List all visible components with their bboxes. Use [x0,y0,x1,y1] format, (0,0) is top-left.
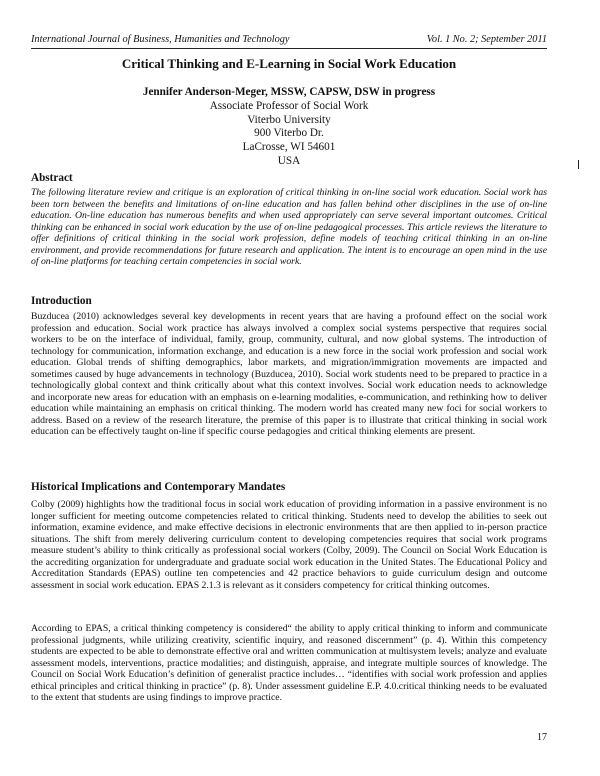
historical-paragraph-2: According to EPAS, a critical thinking competency is considered“ the ability to apply critical thinking to inform and communicate professional judgments, while utilizing creativity, scientific inquiry, and reasoned discernment” (p. 4). Within this competency students are expected to be able to demonstrate effective oral and written communication at multisystem levels; analyze and evaluate assessment models, interventions, practice modalities; and distinguish, appraise, and integrate multiple sources of knowledge. The Council on Social Work Education’s definition of generalist practice includes… “identifies with social work profession and applies ethical principles and critical thinking in practice” (p. 8). Under assessment guideline E.P. 4.0.critical thinking needs to be evaluated to the extent that students are using findings to improve practice. [31,623,547,704]
issue-info: Vol. 1 No. 2; September 2011 [426,34,547,45]
article-title: Critical Thinking and E-Learning in Social Work Education [121,56,457,71]
introduction-heading: Introduction [31,295,92,307]
page-number: 17 [537,732,547,743]
author-street: 900 Viterbo Dr. [254,127,324,140]
abstract-text: The following literature review and critique is an exploration of critical thinking in on-line social work education. Social work has been torn between the benefits and limitations of on-line education and has fallen behind other disciplines in the use of on-line education. On-line education has numerous benefits and when used appropriately can serve several important outcomes. Critical thinking can be enhanced in social work education by the use of on-line pedagogical processes. This article reviews the literature to offer definitions of critical thinking in the social work profession, define models of teaching critical thinking in an on-line environment, and provide recommendations for future research and application. The intent is to encourage an open mind in the use of on-line platforms for teaching certain competencies in social work. [31,187,547,268]
historical-heading: Historical Implications and Contemporary Mandates [31,481,286,493]
author-country: USA [277,154,301,167]
header-rule [31,48,547,49]
introduction-text: Buzducea (2010) acknowledges several key developments in recent years that are having a profound effect on the social work profession and education. Social work practice has always involved a complex social systems perspective that requires social workers to be on the interface of individual, family, group, community, cultural, and now global systems. The introduction of technology for communication, information exchange, and education is a new force in the social work profession and social work education. Global trends of shifting demographics, labor markets, and migration/immigration movements are impacted and sometimes caused by huge advancements in technology (Buzducea, 2010). Social work students need to be prepared to practice in a technologically global context and think critically about what this context involves. Social work education needs to acknowledge and incorporate new areas for education with an emphasis on e-learning modalities, e-communication, and rethinking how to deliver education while maintaining an emphasis on critical thinking. The modern world has created many new foci for social workers to address. Based on a review of the research literature, the premise of this paper is to illustrate that critical thinking in social work education can be effectively taught on-line if specific course pedagogies and critical thinking elements are present. [31,311,547,438]
historical-paragraph-1: Colby (2009) highlights how the traditional focus in social work education of providing information in a passive environment is no longer sufficient for meeting outcome competencies related to critical thinking. Students need to develop the abilities to seek out information, examine evidence, and make effective decisions in electronic environments that are then applied to in-person practice situations. The shift from merely delivering curriculum content to developing competencies requires that social work programs measure student’s ability to think critically as professional social workers (Colby, 2009). The Council on Social Work Education is the accrediting organization for undergraduate and graduate social work education in the United States. The Educational Policy and Accreditation Standards (EPAS) outline ten competencies and 42 practice behaviors to guide curriculum design and outcome assessment in social work education. EPAS 2.1.3 is relevant as it considers competency for critical thinking outcomes. [31,499,547,591]
margin-mark [578,160,579,169]
journal-name: International Journal of Business, Humanities and Technology [31,34,290,45]
abstract-heading: Abstract [31,172,73,184]
running-header [31,34,547,46]
author-city: LaCrosse, WI 54601 [242,141,336,154]
author-position: Associate Professor of Social Work [209,99,369,112]
author-institution: Viterbo University [247,113,331,126]
author-name: Jennifer Anderson-Meger, MSSW, CAPSW, DSW in progress [142,86,436,98]
author-block [31,86,547,169]
